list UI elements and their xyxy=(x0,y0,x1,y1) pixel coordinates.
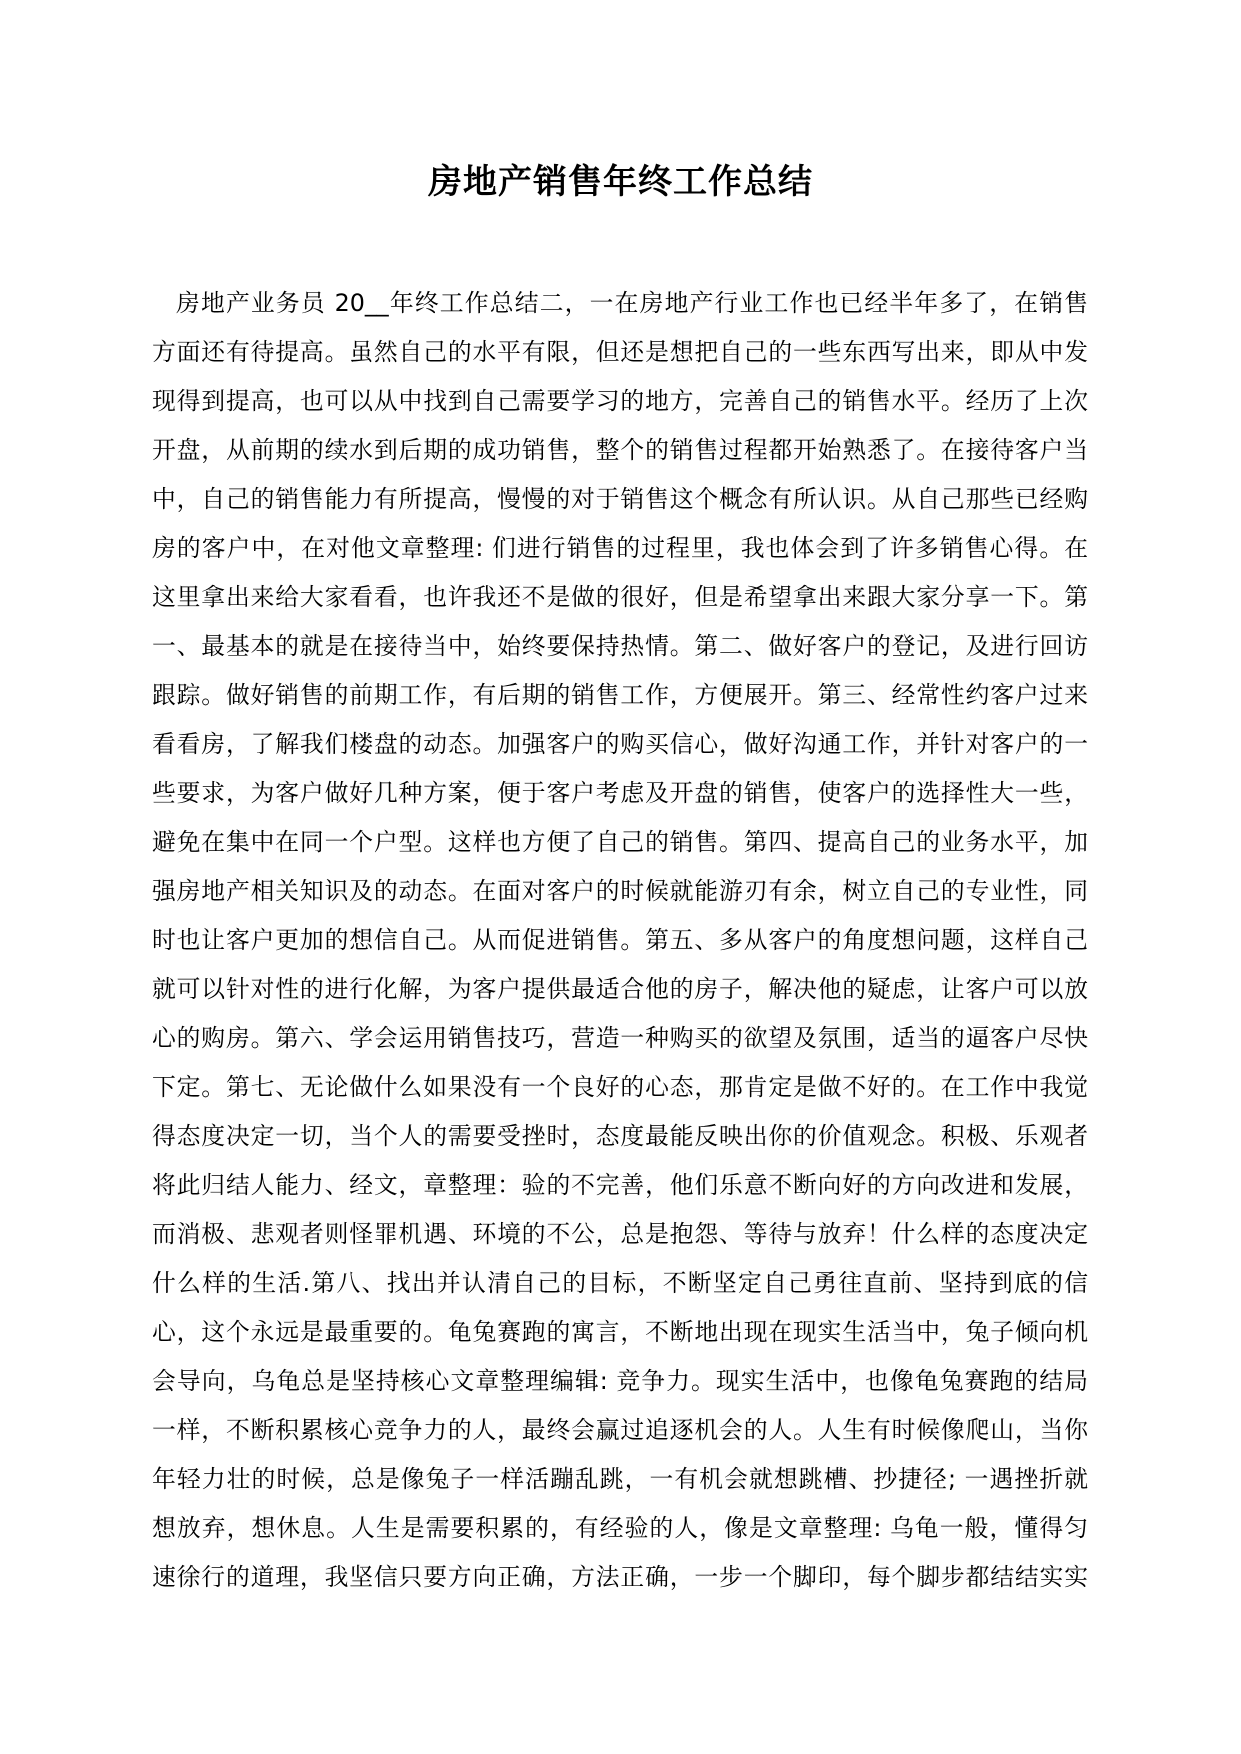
body-line-6: 房的客户中，在对他文章整理: 们进行销售的过程里，我也体会到了许多销售心得。在 xyxy=(152,534,1088,562)
body-line-17: 下定。第七、无论做什么如果没有一个良好的心态，那肯定是做不好的。在工作中我觉 xyxy=(152,1073,1088,1101)
body-line-1: 房地产业务员 20__年终工作总结二，一在房地产行业工作也已经半年多了，在销售 xyxy=(176,289,1088,317)
body-line-19: 将此归结人能力、经文，章整理：验的不完善，他们乐意不断向好的方向改进和发展， xyxy=(152,1171,1088,1199)
body-line-21: 什么样的生活.第八、找出并认清自己的目标，不断坚定自己勇往直前、坚持到底的信 xyxy=(152,1269,1088,1297)
body-line-27: 速徐行的道理，我坚信只要方向正确，方法正确，一步一个脚印，每个脚步都结结实实 xyxy=(152,1563,1088,1591)
body-line-3: 现得到提高，也可以从中找到自己需要学习的地方，完善自己的销售水平。经历了上次 xyxy=(152,387,1088,415)
body-line-7: 这里拿出来给大家看看，也许我还不是做的很好，但是希望拿出来跟大家分享一下。第 xyxy=(152,583,1088,611)
body-line-15: 就可以针对性的进行化解，为客户提供最适合他的房子，解决他的疑虑，让客户可以放 xyxy=(152,975,1088,1003)
body-line-9: 跟踪。做好销售的前期工作，有后期的销售工作，方便展开。第三、经常性约客户过来 xyxy=(152,681,1088,709)
body-line-12: 避免在集中在同一个户型。这样也方便了自己的销售。第四、提高自己的业务水平，加 xyxy=(152,828,1088,856)
body-line-4: 开盘，从前期的续水到后期的成功销售，整个的销售过程都开始熟悉了。在接待客户当 xyxy=(152,436,1088,464)
body-line-8: 一、最基本的就是在接待当中，始终要保持热情。第二、做好客户的登记，及进行回访 xyxy=(152,632,1088,660)
body-line-14: 时也让客户更加的想信自己。从而促进销售。第五、多从客户的角度想问题，这样自己 xyxy=(152,926,1088,954)
body-line-25: 年轻力壮的时候，总是像兔子一样活蹦乱跳，一有机会就想跳槽、抄捷径; 一遇挫折就 xyxy=(152,1465,1088,1493)
document-body xyxy=(152,279,1088,1602)
body-line-16: 心的购房。第六、学会运用销售技巧，营造一种购买的欲望及氛围，适当的逼客户尽快 xyxy=(152,1024,1088,1052)
body-line-11: 些要求，为客户做好几种方案，便于客户考虑及开盘的销售，使客户的选择性大一些， xyxy=(152,779,1088,807)
body-line-5: 中，自己的销售能力有所提高，慢慢的对于销售这个概念有所认识。从自己那些已经购 xyxy=(152,485,1088,513)
body-line-24: 一样，不断积累核心竞争力的人，最终会赢过追逐机会的人。人生有时候像爬山，当你 xyxy=(152,1416,1088,1444)
body-line-18: 得态度决定一切，当个人的需要受挫时，态度最能反映出你的价值观念。积极、乐观者 xyxy=(152,1122,1088,1150)
body-line-13: 强房地产相关知识及的动态。在面对客户的时候就能游刃有余，树立自己的专业性，同 xyxy=(152,877,1088,905)
document-title: 房地产销售年终工作总结 xyxy=(428,162,813,202)
body-line-23: 会导向，乌龟总是坚持核心文章整理编辑: 竞争力。现实生活中，也像龟兔赛跑的结局 xyxy=(152,1367,1088,1395)
body-line-20: 而消极、悲观者则怪罪机遇、环境的不公，总是抱怨、等待与放弃！什么样的态度决定 xyxy=(152,1220,1088,1248)
body-line-22: 心，这个永远是最重要的。龟兔赛跑的寓言，不断地出现在现实生活当中，兔子倾向机 xyxy=(152,1318,1088,1346)
body-line-2: 方面还有待提高。虽然自己的水平有限，但还是想把自己的一些东西写出来，即从中发 xyxy=(152,338,1088,366)
body-line-10: 看看房，了解我们楼盘的动态。加强客户的购买信心，做好沟通工作，并针对客户的一 xyxy=(152,730,1088,758)
body-line-26: 想放弃，想休息。人生是需要积累的，有经验的人，像是文章整理: 乌龟一般，懂得匀 xyxy=(152,1514,1088,1542)
